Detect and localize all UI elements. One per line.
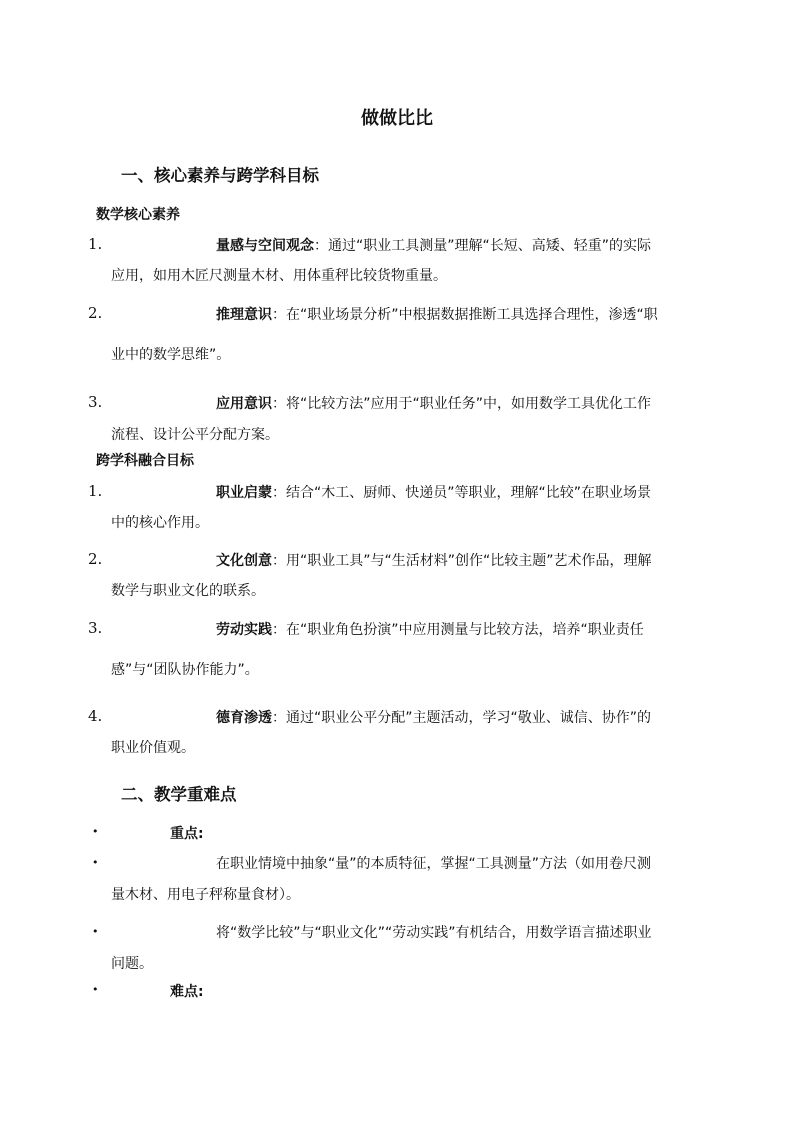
math-item-1-lead: 量感与空间观念 (216, 238, 314, 254)
section2-heading: 二、教学重难点 (121, 785, 237, 804)
math-core-heading: 数学核心素养 (96, 207, 180, 223)
section1-heading: 一、核心素养与跨学科目标 (121, 166, 319, 185)
cross-item-3-number: 3. (88, 619, 103, 637)
cross-item-3-line2: 感”与“团队协作能力”。 (111, 662, 259, 678)
cross-item-2-line2: 数学与职业文化的联系。 (111, 583, 265, 599)
difficulty-label: 难点: (170, 984, 204, 1000)
cross-item-3-lead: 劳动实践 (216, 622, 272, 638)
key-item-2-line2: 问题。 (111, 956, 153, 972)
key-points-label: 重点: (170, 826, 204, 842)
cross-item-1-lead: 职业启蒙 (216, 485, 272, 501)
math-item-3-number: 3. (88, 393, 103, 411)
bullet-glyph: • (92, 856, 99, 869)
math-item-1-number: 1. (88, 235, 103, 253)
cross-item-2-number: 2. (88, 550, 103, 568)
math-item-3-line2: 流程、设计公平分配方案。 (111, 427, 279, 443)
cross-item-3-line1 (216, 619, 644, 639)
cross-item-3-text: ：在“职业角色扮演”中应用测量与比较方法，培养“职业责任 (272, 622, 644, 638)
cross-item-1-line1 (216, 482, 651, 502)
math-item-2-line2: 业中的数学思维”。 (111, 347, 231, 363)
math-item-3-lead: 应用意识 (216, 396, 272, 412)
key-item-2-line1: 将“数学比较”与“职业文化”“劳动实践”有机结合，用数学语言描述职业 (216, 925, 652, 941)
bullet-glyph: • (92, 983, 99, 996)
math-item-2-line1 (216, 304, 658, 324)
cross-item-1-line2: 中的核心作用。 (111, 515, 209, 531)
math-item-3-line1 (216, 393, 651, 413)
cross-item-4-line1 (216, 707, 651, 727)
cross-item-2-lead: 文化创意 (216, 553, 272, 569)
cross-item-2-line1 (216, 550, 652, 570)
bullet-glyph: • (92, 825, 99, 838)
bullet-glyph: • (92, 925, 99, 938)
key-item-1-line1: 在职业情境中抽象“量”的本质特征，掌握“工具测量”方法（如用卷尺测 (216, 856, 652, 872)
math-item-1-line2: 应用，如用木匠尺测量木材、用体重秤比较货物重量。 (111, 268, 447, 284)
cross-item-1-text: ：结合“木工、厨师、快递员”等职业，理解“比较”在职业场景 (272, 485, 652, 501)
math-item-3-text: ：将“比较方法”应用于“职业任务”中，如用数学工具优化工作 (272, 396, 652, 412)
page-title: 做做比比 (361, 108, 433, 129)
math-item-1-line1 (216, 235, 651, 255)
cross-item-4-number: 4. (88, 707, 103, 725)
cross-item-2-text: ：用“职业工具”与“生活材料”创作“比较主题”艺术作品，理解 (272, 553, 652, 569)
cross-discipline-heading: 跨学科融合目标 (96, 453, 194, 469)
math-item-2-text: ：在“职业场景分析”中根据数据推断工具选择合理性，渗透“职 (272, 307, 658, 323)
cross-item-4-lead: 德育渗透 (216, 710, 272, 726)
cross-item-4-line2: 职业价值观。 (111, 740, 195, 756)
key-item-1-line2: 量木材、用电子秤称量食材）。 (111, 887, 300, 903)
math-item-2-lead: 推理意识 (216, 307, 272, 323)
math-item-1-text: ：通过“职业工具测量”理解“长短、高矮、轻重”的实际 (314, 238, 652, 254)
cross-item-1-number: 1. (88, 482, 103, 500)
cross-item-4-text: ：通过“职业公平分配”主题活动，学习“敬业、诚信、协作”的 (272, 710, 652, 726)
math-item-2-number: 2. (88, 304, 103, 322)
